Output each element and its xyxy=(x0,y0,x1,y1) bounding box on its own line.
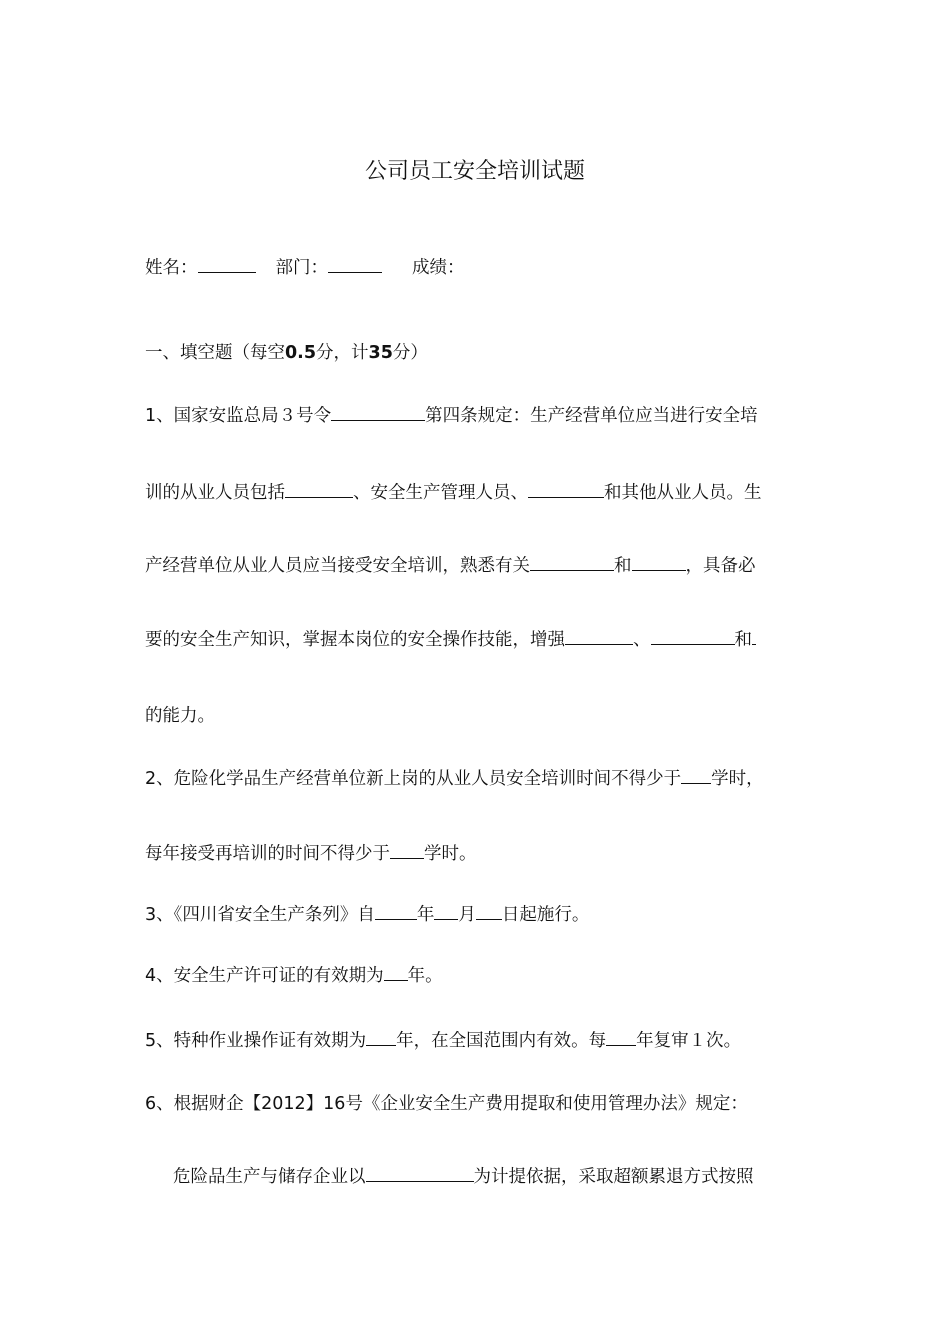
points-each: 0.5 xyxy=(285,343,317,363)
q3-blank-day[interactable] xyxy=(476,903,502,920)
q3-blank-month[interactable] xyxy=(434,903,458,920)
q1-text: 产经营单位从业人员应当接受安全培训，熟悉有关 xyxy=(145,556,530,576)
question-2-line-1 xyxy=(145,767,764,791)
q4-blank[interactable] xyxy=(384,964,408,981)
q2-text: 每年接受再培训的时间不得少于 xyxy=(145,844,390,864)
q1-text: 和其他从业人员。生 xyxy=(604,483,762,503)
q2-blank-1[interactable] xyxy=(681,767,711,784)
q1-blank-8[interactable] xyxy=(752,628,756,645)
question-1-line-1 xyxy=(145,404,758,428)
question-6-line-2 xyxy=(173,1165,754,1189)
q1-blank-6[interactable] xyxy=(565,628,633,645)
q1-text: 要的安全生产知识，掌握本岗位的安全操作技能，增强 xyxy=(145,630,565,650)
q2-text: 2、危险化学品生产经营单位新上岗的从业人员安全培训时间不得少于 xyxy=(145,769,682,789)
q3-text: 3、《四川省安全生产条列》自 xyxy=(145,905,375,925)
q6-blank-1[interactable] xyxy=(366,1165,474,1182)
question-5 xyxy=(145,1029,741,1053)
question-1-line-2 xyxy=(145,481,762,505)
section-heading-suffix: 分） xyxy=(392,343,428,363)
q2-blank-2[interactable] xyxy=(390,842,424,859)
q1-text: 和 xyxy=(614,556,632,576)
q5-text: 5、特种作业操作证有效期为 xyxy=(145,1031,367,1051)
q1-text: 第四条规定：生产经营单位应当进行安全培 xyxy=(425,406,758,426)
section-heading-mid: 分，计 xyxy=(316,343,369,363)
question-4 xyxy=(145,964,443,988)
q2-text: 学时。 xyxy=(424,844,477,864)
q1-blank-7[interactable] xyxy=(651,628,735,645)
student-info-row xyxy=(145,256,465,280)
q1-blank-3[interactable] xyxy=(528,481,604,498)
q3-text: 日起施行。 xyxy=(501,905,590,925)
q1-text: 的能力。 xyxy=(145,706,215,726)
q1-text: 、安全生产管理人员、 xyxy=(353,483,528,503)
name-blank[interactable] xyxy=(198,256,256,273)
score-label: 成绩： xyxy=(412,258,465,278)
question-6-line-1 xyxy=(145,1092,748,1116)
department-label: 部门： xyxy=(275,258,328,278)
points-total: 35 xyxy=(368,343,393,363)
question-1-line-5 xyxy=(145,704,215,728)
q1-text: ，具备必 xyxy=(685,556,756,576)
q6-text: 6、根据财企【2012】16号《企业安全生产费用提取和使用管理办法》规定： xyxy=(145,1094,748,1114)
q1-text: 、 xyxy=(633,630,651,650)
q5-blank-1[interactable] xyxy=(366,1029,396,1046)
question-3 xyxy=(145,903,589,927)
q1-text: 训的从业人员包括 xyxy=(145,483,285,503)
question-1-line-3 xyxy=(145,554,756,578)
question-2-line-2 xyxy=(145,842,477,866)
q3-text: 月 xyxy=(458,905,476,925)
section-heading xyxy=(145,341,428,365)
q5-text: 年复审１次。 xyxy=(636,1031,742,1051)
q6-text: 危险品生产与储存企业以 xyxy=(173,1167,366,1187)
q1-blank-2[interactable] xyxy=(285,481,353,498)
q1-blank-1[interactable] xyxy=(331,404,425,421)
q3-text: 年 xyxy=(416,905,435,925)
q5-text: 年，在全国范围内有效。每 xyxy=(396,1031,607,1051)
q3-blank-year[interactable] xyxy=(375,903,417,920)
q4-text: 4、安全生产许可证的有效期为 xyxy=(145,966,384,986)
q1-text: 和 xyxy=(734,630,752,650)
name-label: 姓名： xyxy=(145,258,198,278)
q1-blank-5[interactable] xyxy=(632,554,686,571)
section-heading-text: 一、填空题（每空 xyxy=(145,343,285,363)
q1-blank-4[interactable] xyxy=(530,554,614,571)
q5-blank-2[interactable] xyxy=(606,1029,636,1046)
question-1-line-4 xyxy=(145,628,756,652)
q1-text: 1、国家安监总局３号令 xyxy=(145,406,332,426)
page-title: 公司员工安全培训试题 xyxy=(364,159,585,184)
q6-text: 为计提依据，采取超额累退方式按照 xyxy=(473,1167,754,1187)
department-blank[interactable] xyxy=(328,256,382,273)
q2-text: 学时， xyxy=(711,769,764,789)
q4-text: 年。 xyxy=(407,966,443,986)
